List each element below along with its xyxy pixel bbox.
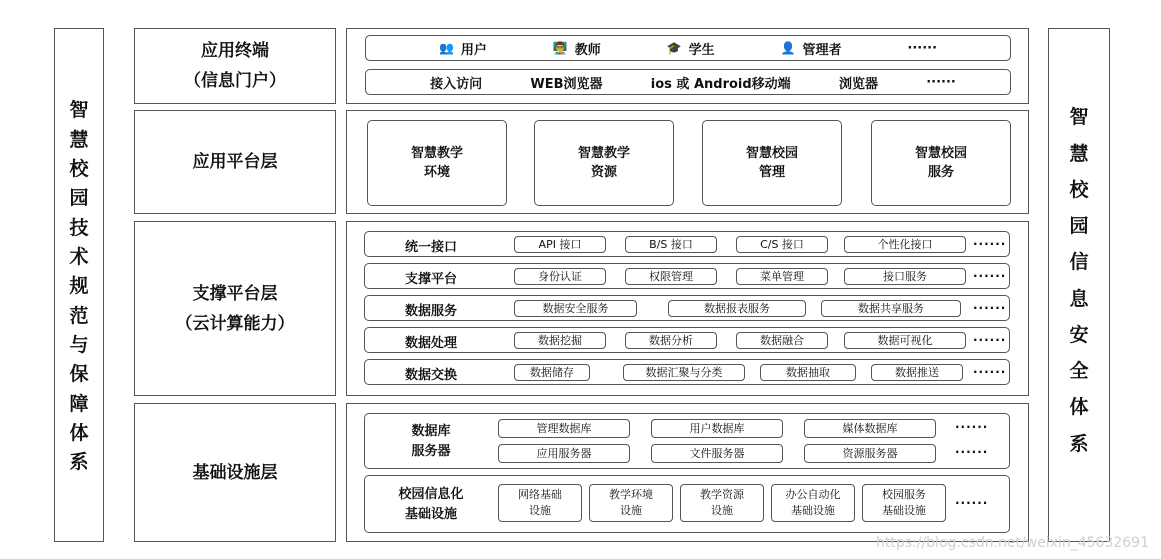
right-column-char: 体 <box>1069 396 1089 419</box>
campus-chip-text <box>882 487 926 519</box>
infra-db-group <box>364 413 1010 469</box>
campus-chip <box>862 484 946 522</box>
app-card-campus-service <box>871 120 1011 206</box>
support-row <box>364 327 1010 353</box>
right-column-info-security <box>1048 28 1110 542</box>
campus-chip <box>680 484 764 522</box>
left-column-char: 园 <box>69 187 89 210</box>
support-chip: 身份认证 <box>514 268 606 285</box>
server-chip-application: 应用服务器 <box>498 444 630 463</box>
campus-chip-line: 基础设施 <box>791 504 835 517</box>
access-browser: 浏览器 <box>838 76 878 92</box>
support-title-line1: 支撑平台层 <box>192 283 278 304</box>
card-line: 管理 <box>758 165 785 180</box>
terminal-users-row <box>365 35 1011 61</box>
left-column-char: 技 <box>69 216 89 239</box>
campus-chip-line: 校园服务 <box>882 488 926 501</box>
campus-chip-line: 教学环境 <box>609 488 653 501</box>
campus-chip-text <box>518 487 562 519</box>
right-column-char: 信 <box>1069 251 1089 274</box>
layer-terminal-title <box>134 28 336 104</box>
support-row-more: ······ <box>973 237 1007 251</box>
right-column-char: 安 <box>1069 323 1089 346</box>
support-chip: 数据推送 <box>871 364 963 381</box>
left-column-char: 术 <box>69 246 89 269</box>
support-row <box>364 359 1010 385</box>
left-column-char: 系 <box>69 451 89 474</box>
right-column-char: 全 <box>1069 360 1089 383</box>
support-chip: 个性化接口 <box>844 236 966 253</box>
left-column-char: 与 <box>69 334 89 357</box>
support-chip: 接口服务 <box>844 268 966 285</box>
support-chip: C/S 接口 <box>736 236 828 253</box>
left-column-char: 保 <box>69 363 89 386</box>
support-row-more: ······ <box>973 365 1007 379</box>
support-chip: 数据报表服务 <box>668 300 806 317</box>
right-column-char: 智 <box>1069 106 1089 129</box>
support-row-label: 数据处理 <box>404 336 457 351</box>
support-chip: 数据储存 <box>514 364 590 381</box>
campus-chip-line: 办公自动化 <box>785 488 841 501</box>
app-card-teaching-resource <box>534 120 674 206</box>
access-label: 接入访问 <box>430 76 483 92</box>
layer-infra-content <box>346 403 1029 542</box>
campus-chip <box>771 484 855 522</box>
support-row <box>364 295 1010 321</box>
campus-chip-line: 设施 <box>620 504 642 517</box>
campus-label-line: 校园信息化 <box>398 487 464 502</box>
db-chip-media: 媒体数据库 <box>804 419 936 438</box>
support-row-more: ······ <box>973 269 1007 283</box>
support-chip: 数据汇聚与分类 <box>623 364 745 381</box>
support-row-label: 数据交换 <box>404 368 457 383</box>
right-column-char: 校 <box>1069 178 1089 201</box>
right-column-char: 园 <box>1069 215 1089 238</box>
support-chip: 菜单管理 <box>736 268 828 285</box>
app-card-campus-management <box>702 120 842 206</box>
support-row-more: ······ <box>973 333 1007 347</box>
support-chip: 数据安全服务 <box>514 300 637 317</box>
db-chip-management: 管理数据库 <box>498 419 630 438</box>
terminal-access-row <box>365 69 1011 95</box>
student-icon: 🎓 <box>666 41 682 55</box>
support-chip: 数据挖掘 <box>514 332 606 349</box>
layer-infra-title <box>134 403 336 542</box>
campus-chip-line: 设施 <box>711 504 733 517</box>
right-column-char: 慧 <box>1069 142 1089 165</box>
campus-chip-line: 基础设施 <box>882 504 926 517</box>
users-more: ······ <box>907 40 938 56</box>
campus-chip-line: 网络基础 <box>518 488 562 501</box>
support-chip: B/S 接口 <box>625 236 717 253</box>
right-column-char: 息 <box>1069 287 1089 310</box>
app-card-teaching-env <box>367 120 507 206</box>
layer-support-title <box>134 221 336 396</box>
left-column-char: 体 <box>69 422 89 445</box>
admin-label: 管理者 <box>802 42 842 58</box>
support-chip: 数据可视化 <box>844 332 966 349</box>
users-icon: 👥 <box>438 41 454 55</box>
support-row <box>364 231 1010 257</box>
server-chip-resource: 资源服务器 <box>804 444 936 463</box>
campus-chip <box>589 484 673 522</box>
left-column-char: 智 <box>69 99 89 122</box>
left-column-char: 障 <box>69 392 89 415</box>
db-label-line: 数据库 <box>411 424 451 439</box>
user-item-admin <box>781 39 842 58</box>
campus-chip-line: 设施 <box>529 504 551 517</box>
support-row-more: ······ <box>973 301 1007 315</box>
layer-support-content <box>346 221 1029 396</box>
left-column-char: 校 <box>69 158 89 181</box>
card-line: 环境 <box>423 165 450 180</box>
layer-app-platform-content <box>346 110 1029 214</box>
card-line: 智慧教学 <box>577 146 630 161</box>
campus-chip-line: 教学资源 <box>700 488 744 501</box>
left-column-tech-standards <box>54 28 104 542</box>
campus-group-label <box>365 485 497 525</box>
teacher-label: 教师 <box>574 42 601 58</box>
support-row <box>364 263 1010 289</box>
server-chip-file: 文件服务器 <box>651 444 783 463</box>
left-column-char: 范 <box>69 304 89 327</box>
right-column-char: 系 <box>1069 432 1089 455</box>
card-line: 智慧教学 <box>410 146 463 161</box>
support-chip: 数据共享服务 <box>821 300 961 317</box>
campus-more: ······ <box>955 496 989 510</box>
support-chip: 数据分析 <box>625 332 717 349</box>
infra-title: 基础设施层 <box>192 462 278 483</box>
support-row-label: 统一接口 <box>404 240 457 255</box>
db-row1-more: ······ <box>955 420 989 434</box>
card-line: 服务 <box>927 165 954 180</box>
support-chip: API 接口 <box>514 236 606 253</box>
access-mobile: ios 或 Android移动端 <box>650 76 791 92</box>
layer-terminal-content <box>346 28 1029 104</box>
card-line: 智慧校园 <box>914 146 967 161</box>
card-line: 资源 <box>590 165 617 180</box>
access-more: ······ <box>926 74 956 90</box>
app-platform-title: 应用平台层 <box>192 152 278 172</box>
user-item-users <box>439 39 487 58</box>
db-group-label <box>365 422 497 462</box>
student-label: 学生 <box>688 42 715 58</box>
user-item-student <box>667 39 715 58</box>
campus-chip <box>498 484 582 522</box>
db-chip-user: 用户数据库 <box>651 419 783 438</box>
infra-campus-group <box>364 475 1010 533</box>
support-title-line2: （云计算能力） <box>175 313 295 334</box>
db-row2-more: ······ <box>955 445 989 459</box>
db-label-line: 服务器 <box>411 444 451 459</box>
user-label: 用户 <box>460 42 487 58</box>
watermark: https://blog.csdn.net/weixin_45632691 <box>875 535 1149 551</box>
support-chip: 权限管理 <box>625 268 717 285</box>
support-chip: 数据抽取 <box>760 364 856 381</box>
left-column-char: 规 <box>69 275 89 298</box>
support-row-label: 支撑平台 <box>404 272 457 287</box>
left-column-char: 慧 <box>69 128 89 151</box>
admin-icon: 👤 <box>780 41 796 55</box>
support-row-label: 数据服务 <box>404 304 457 319</box>
access-web-browser: WEB浏览器 <box>530 76 603 92</box>
teacher-icon: 👨‍🏫 <box>552 41 568 55</box>
support-chip: 数据融合 <box>736 332 828 349</box>
layer-app-platform-title <box>134 110 336 214</box>
user-item-teacher <box>553 39 601 58</box>
campus-chip-text <box>700 487 744 519</box>
terminal-title-line2: （信息门户） <box>184 71 286 91</box>
terminal-title-line1: 应用终端 <box>201 41 269 61</box>
campus-chip-text <box>786 487 841 519</box>
card-line: 智慧校园 <box>745 146 798 161</box>
campus-chip-text <box>609 487 653 519</box>
campus-label-line: 基础设施 <box>404 507 457 522</box>
